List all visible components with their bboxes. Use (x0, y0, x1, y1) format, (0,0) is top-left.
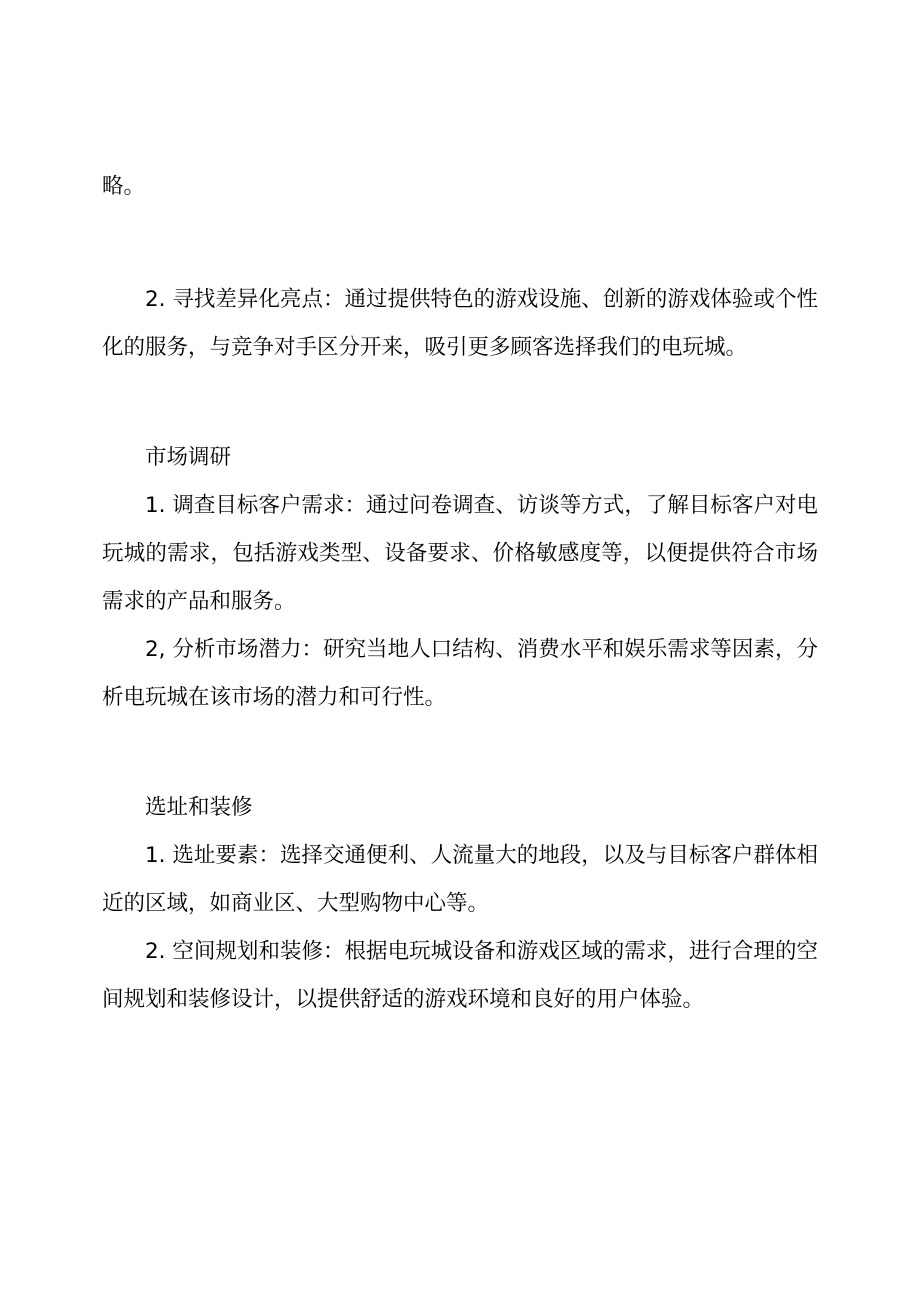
competition-item-2: 2. 寻找差异化亮点：通过提供特色的游戏设施、创新的游戏体验或个性化的服务，与竞争对手区分开来，吸引更多顾客选择我们的电玩城。 (102, 287, 818, 360)
site-item-1: 1. 选址要素：选择交通便利、人流量大的地段，以及与目标客户群体相近的区域，如商业区、大型购物中心等。 (102, 843, 818, 916)
section-heading-site-and-decoration: 选址和装修 (145, 795, 253, 820)
market-research-item-1: 1. 调查目标客户需求：通过问卷调查、访谈等方式，了解目标客户对电玩城的需求，包括游戏类型、设备要求、价格敏感度等，以便提供符合市场需求的产品和服务。 (102, 493, 818, 614)
site-item-2: 2. 空间规划和装修：根据电玩城设备和游戏区域的需求，进行合理的空间规划和装修设计，以提供舒适的游戏环境和良好的用户体验。 (102, 939, 818, 1012)
section-heading-market-research: 市场调研 (145, 445, 232, 470)
continuation-text: 略。 (102, 174, 146, 199)
paragraph-gap (102, 211, 818, 276)
paragraph-gap (102, 372, 818, 434)
paragraph-gap (102, 722, 818, 784)
document-body (102, 163, 818, 1024)
market-research-item-2: 2, 分析市场潜力：研究当地人口结构、消费水平和娱乐需求等因素，分析电玩城在该市场的潜力和可行性。 (102, 637, 818, 710)
